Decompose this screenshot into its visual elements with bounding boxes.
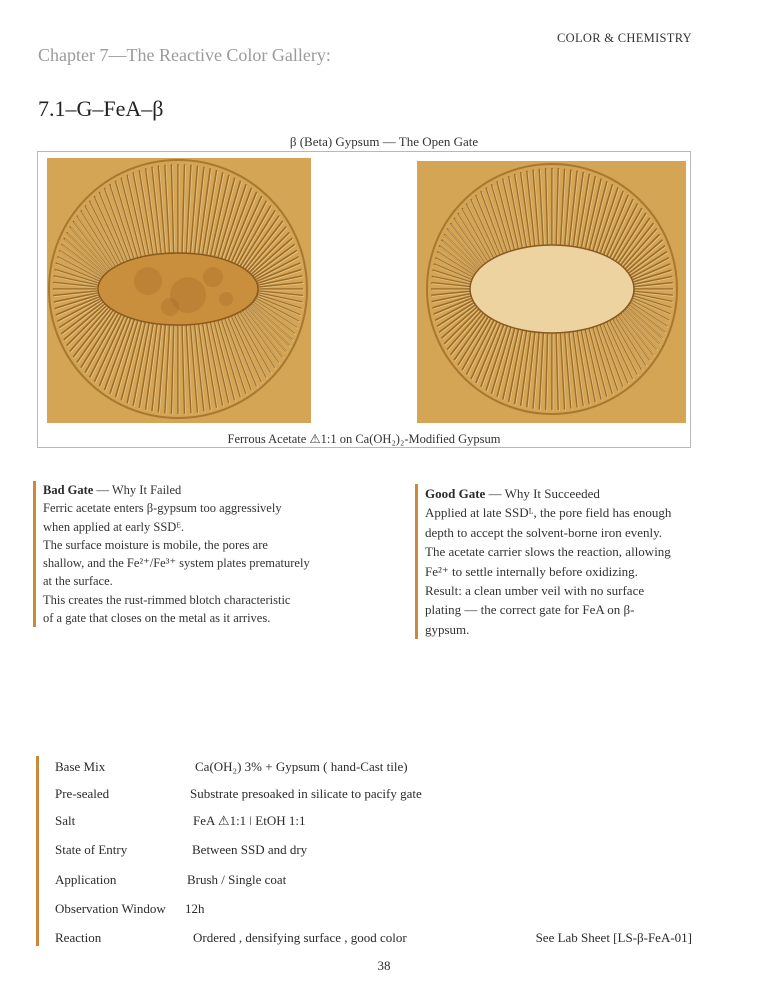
spec-value: Brush / Single coat: [187, 872, 287, 887]
good-gate-line: The acetate carrier slows the reaction, allowing: [425, 544, 671, 560]
figure-frame: [37, 151, 691, 448]
good-gate-line: depth to accept the solvent-borne iron evenly.: [425, 524, 663, 540]
spec-value: FeA ⚠1:1 ǀ EtOH 1:1: [193, 813, 306, 828]
bad-gate-tile-image: [47, 158, 311, 423]
good-gate-note: [415, 484, 705, 639]
bad-gate-line: of a gate that closes on the metal as it arrives.: [43, 611, 271, 626]
spec-key: Application: [55, 872, 117, 887]
spec-value: Ca(OH₂) 3% + Gypsum ( hand-Cast tile): [195, 759, 408, 774]
bad-gate-line: at the surface.: [43, 574, 113, 589]
figure-caption: Ferrous Acetate ⚠1:1 on Ca(OH₂)₂-Modified Gypsum: [227, 432, 501, 446]
spec-key: Salt: [55, 813, 76, 828]
spec-value: Between SSD and dry: [192, 842, 308, 857]
good-gate-heading: [425, 484, 705, 503]
bad-gate-line: This creates the rust-rimmed blotch characteristic: [43, 592, 291, 607]
spec-value: Substrate presoaked in silicate to pacify gate: [190, 786, 422, 801]
running-head: COLOR & CHEMISTRY: [557, 31, 692, 45]
good-gate-line: plating — the correct gate for FeA on β-: [425, 602, 635, 618]
spec-value: Ordered , densifying surface , good color: [193, 930, 407, 945]
good-gate-tile-image: [417, 161, 686, 423]
bad-gate-title: Bad Gate: [43, 483, 94, 497]
spec-key: Observation Window: [55, 901, 166, 916]
figure-title: β (Beta) Gypsum — The Open Gate: [289, 134, 479, 149]
page-number: 38: [377, 958, 391, 973]
good-gate-line: Fe²⁺ to settle internally before oxidizing.: [425, 563, 638, 579]
spec-key: State of Entry: [55, 842, 128, 857]
spec-value: 12h: [185, 901, 205, 916]
bad-gate-heading: [43, 481, 333, 499]
bad-gate-line: shallow, and the Fe²⁺/Fe³⁺ system plates prematurely: [43, 556, 310, 571]
lab-sheet-reference: See Lab Sheet [LS-β-FeA-01]: [535, 930, 692, 945]
spec-table: [36, 756, 479, 946]
spec-key: Reaction: [55, 930, 102, 945]
good-gate-line: Result: a clean umber veil with no surface: [425, 583, 645, 599]
good-gate-title: Good Gate: [425, 486, 486, 501]
good-gate-subtitle: — Why It Succeeded: [488, 486, 600, 501]
bad-gate-line: Ferric acetate enters β-gypsum too aggressively: [43, 501, 282, 516]
bad-gate-note: [33, 481, 333, 627]
section-title: 7.1–G–FeA–β: [38, 96, 164, 121]
bad-gate-line: when applied at early SSDᴱ.: [43, 519, 185, 534]
bad-gate-subtitle: — Why It Failed: [96, 483, 182, 497]
good-gate-line: Applied at late SSDᴸ, the pore field has enough: [425, 505, 672, 521]
spec-key: Pre-sealed: [55, 786, 110, 801]
spec-key: Base Mix: [55, 759, 106, 774]
chapter-title: Chapter 7—The Reactive Color Gallery:: [38, 45, 331, 65]
bad-gate-line: The surface moisture is mobile, the pores are: [43, 537, 268, 552]
good-gate-line: gypsum.: [425, 621, 470, 637]
